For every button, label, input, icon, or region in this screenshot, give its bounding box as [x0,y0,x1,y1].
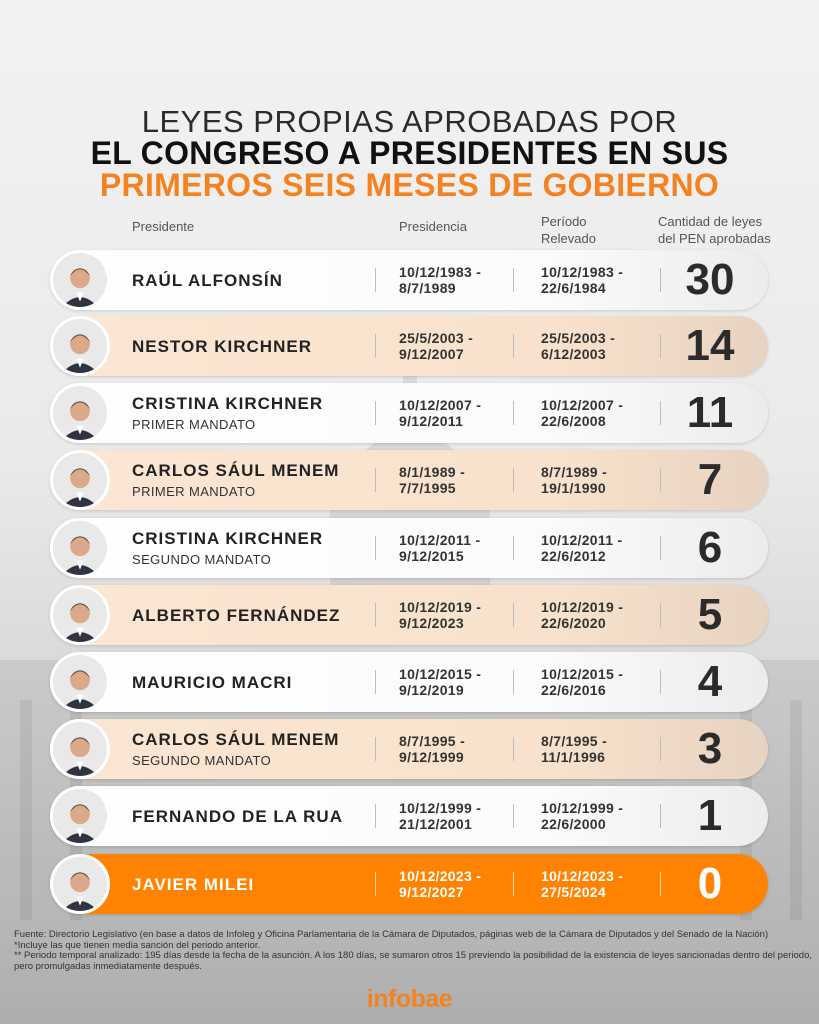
column-divider [513,268,514,292]
presidency-end: 8/7/1989 [399,280,456,296]
president-portrait [50,250,110,310]
column-divider [660,268,661,292]
period-start: 25/5/2003 - [541,330,616,346]
president-portrait [50,383,110,443]
column-divider [375,804,376,828]
column-divider [513,737,514,761]
president-term-label: PRIMER MANDATO [132,484,256,499]
title-line-2: EL CONGRESO A PRESIDENTES EN SUS [90,135,729,171]
period-dates [541,397,623,429]
footer-source: Fuente: Directorio Legislativo (en base a datos de Infoleg y Oficina Parlamentaria de la Cámara de Diputados, páginas web de la Cámara de Diputados y del Senado de la Nación) [14,929,769,940]
table-row [50,652,768,712]
laws-approved-count: 14 [685,321,735,370]
period-start: 10/12/1983 - [541,264,624,280]
president-portrait [50,854,110,914]
column-divider [375,670,376,694]
presidency-dates [399,397,481,429]
footer-note-2: ** Periodo temporal analizado: 195 días desde la fecha de la asunción. A los 180 días, se sumaron otros 15 previendo la posibilidad de la existencia de leyes sancionadas dentro del periodo, pero promulgadas inmediatamente después. [14,950,812,972]
period-start: 8/7/1989 - [541,464,608,480]
table-row [50,450,768,510]
presidency-end: 9/12/2015 [399,548,464,564]
presidency-start: 8/7/1995 - [399,733,466,749]
laws-approved-count: 4 [697,657,723,706]
period-end: 22/6/2012 [541,548,606,564]
column-divider [375,268,376,292]
column-divider [375,468,376,492]
period-dates [541,733,607,765]
presidency-start: 10/12/2011 - [399,532,481,548]
laws-approved-count: 7 [697,455,723,504]
column-divider [660,804,661,828]
presidency-start: 25/5/2003 - [399,330,474,346]
column-divider [513,468,514,492]
presidency-start: 8/1/1989 - [399,464,466,480]
presidency-dates [399,599,481,631]
column-divider [660,536,661,560]
column-divider [660,872,661,896]
column-divider [513,670,514,694]
period-end: 6/12/2003 [541,346,606,362]
laws-approved-count: 0 [697,859,723,908]
column-header-period-line2: Relevado [541,231,596,246]
column-divider [513,804,514,828]
president-name: NESTOR KIRCHNER [132,337,312,356]
president-portrait [50,585,110,645]
laws-approved-count: 1 [697,791,723,840]
footer-notes [14,930,814,972]
column-divider [513,401,514,425]
table-row [50,719,768,779]
president-portrait [50,450,110,510]
presidency-dates [399,532,480,564]
period-dates [541,532,622,564]
column-divider [513,334,514,358]
period-start: 8/7/1995 - [541,733,608,749]
president-name: CRISTINA KIRCHNER [132,394,324,413]
president-name: CARLOS SÁUL MENEM [132,461,340,480]
presidency-start: 10/12/2015 - [399,666,482,682]
column-divider [375,536,376,560]
president-name: JAVIER MILEI [132,875,255,894]
column-divider [513,603,514,627]
column-divider [375,872,376,896]
presidency-start: 10/12/1999 - [399,800,482,816]
column-divider [660,603,661,627]
period-dates [541,800,623,832]
presidency-dates [399,868,481,900]
period-dates [541,464,607,496]
period-start: 10/12/1999 - [541,800,624,816]
president-name: CARLOS SÁUL MENEM [132,730,340,749]
title-line-1: LEYES PROPIAS APROBADAS POR [141,104,678,139]
column-divider [660,670,661,694]
footer-note-1: *Incluye las que tienen media sanción del periodo anterior. [14,939,261,951]
column-divider [513,872,514,896]
president-name: MAURICIO MACRI [132,673,293,692]
presidency-end: 9/12/2027 [399,884,464,900]
period-end: 22/6/1984 [541,280,606,296]
presidency-start: 10/12/2007 - [399,397,482,413]
presidency-dates [399,264,481,296]
period-start: 10/12/2011 - [541,532,623,548]
column-header-period-line1: Período [541,214,587,229]
title-line-3: PRIMEROS SEIS MESES DE GOBIERNO [99,167,720,203]
laws-approved-count: 30 [685,255,735,304]
period-end: 19/1/1990 [541,480,606,496]
presidency-start: 10/12/2019 - [399,599,482,615]
laws-approved-count: 5 [697,590,723,639]
presidency-start: 10/12/1983 - [399,264,482,280]
column-divider [660,737,661,761]
table-row [50,585,768,645]
table-row [50,383,768,443]
president-name: ALBERTO FERNÁNDEZ [132,606,341,625]
table-row [50,250,768,310]
president-name: RAÚL ALFONSÍN [132,271,283,290]
period-end: 22/6/2016 [541,682,606,698]
period-dates [541,264,623,296]
presidency-dates [399,464,465,496]
presidency-end: 7/7/1995 [399,480,456,496]
presidency-end: 9/12/2019 [399,682,464,698]
table-row [50,854,768,914]
president-portrait [50,719,110,779]
president-portrait [50,316,110,376]
period-dates [541,599,623,631]
president-term-label: SEGUNDO MANDATO [132,753,272,768]
table-row [50,518,768,578]
infobae-logo: infobae [366,985,453,1013]
column-divider [513,536,514,560]
period-dates [541,330,615,362]
column-header-president: Presidente [132,219,195,234]
column-divider [660,334,661,358]
period-dates [541,868,623,900]
presidency-end: 9/12/1999 [399,749,464,765]
period-start: 10/12/2007 - [541,397,624,413]
presidency-end: 9/12/2011 [399,413,464,429]
president-portrait [50,652,110,712]
laws-approved-count: 6 [697,523,723,572]
presidency-dates [399,800,481,832]
column-header-count [658,213,771,247]
presidency-start: 10/12/2023 - [399,868,482,884]
period-end: 22/6/2020 [541,615,606,631]
president-portrait [50,786,110,846]
column-header-count-line2: del PEN aprobadas [658,231,771,246]
period-end: 22/6/2008 [541,413,606,429]
period-start: 10/12/2019 - [541,599,624,615]
presidency-dates [399,666,481,698]
presidency-end: 9/12/2007 [399,346,464,362]
table-row [50,786,768,846]
presidency-end: 9/12/2023 [399,615,464,631]
period-dates [541,666,623,698]
president-term-label: SEGUNDO MANDATO [132,552,272,567]
column-divider [660,468,661,492]
period-end: 22/6/2000 [541,816,606,832]
column-divider [375,603,376,627]
table-row [50,316,768,376]
laws-approved-count: 11 [686,388,734,437]
president-term-label: PRIMER MANDATO [132,417,256,432]
president-name: CRISTINA KIRCHNER [132,529,324,548]
period-end: 11/1/1996 [541,749,606,765]
column-header-period [541,213,596,247]
column-divider [660,401,661,425]
presidency-dates [399,733,465,765]
column-header-count-line1: Cantidad de leyes [658,214,763,229]
column-divider [375,401,376,425]
presidency-dates [399,330,473,362]
president-name: FERNANDO DE LA RUA [132,807,343,826]
column-divider [375,334,376,358]
president-portrait [50,518,110,578]
period-start: 10/12/2015 - [541,666,624,682]
period-start: 10/12/2023 - [541,868,624,884]
column-divider [375,737,376,761]
presidency-end: 21/12/2001 [399,816,473,832]
column-header-presidency: Presidencia [399,219,467,234]
period-end: 27/5/2024 [541,884,606,900]
laws-approved-count: 3 [697,724,723,773]
